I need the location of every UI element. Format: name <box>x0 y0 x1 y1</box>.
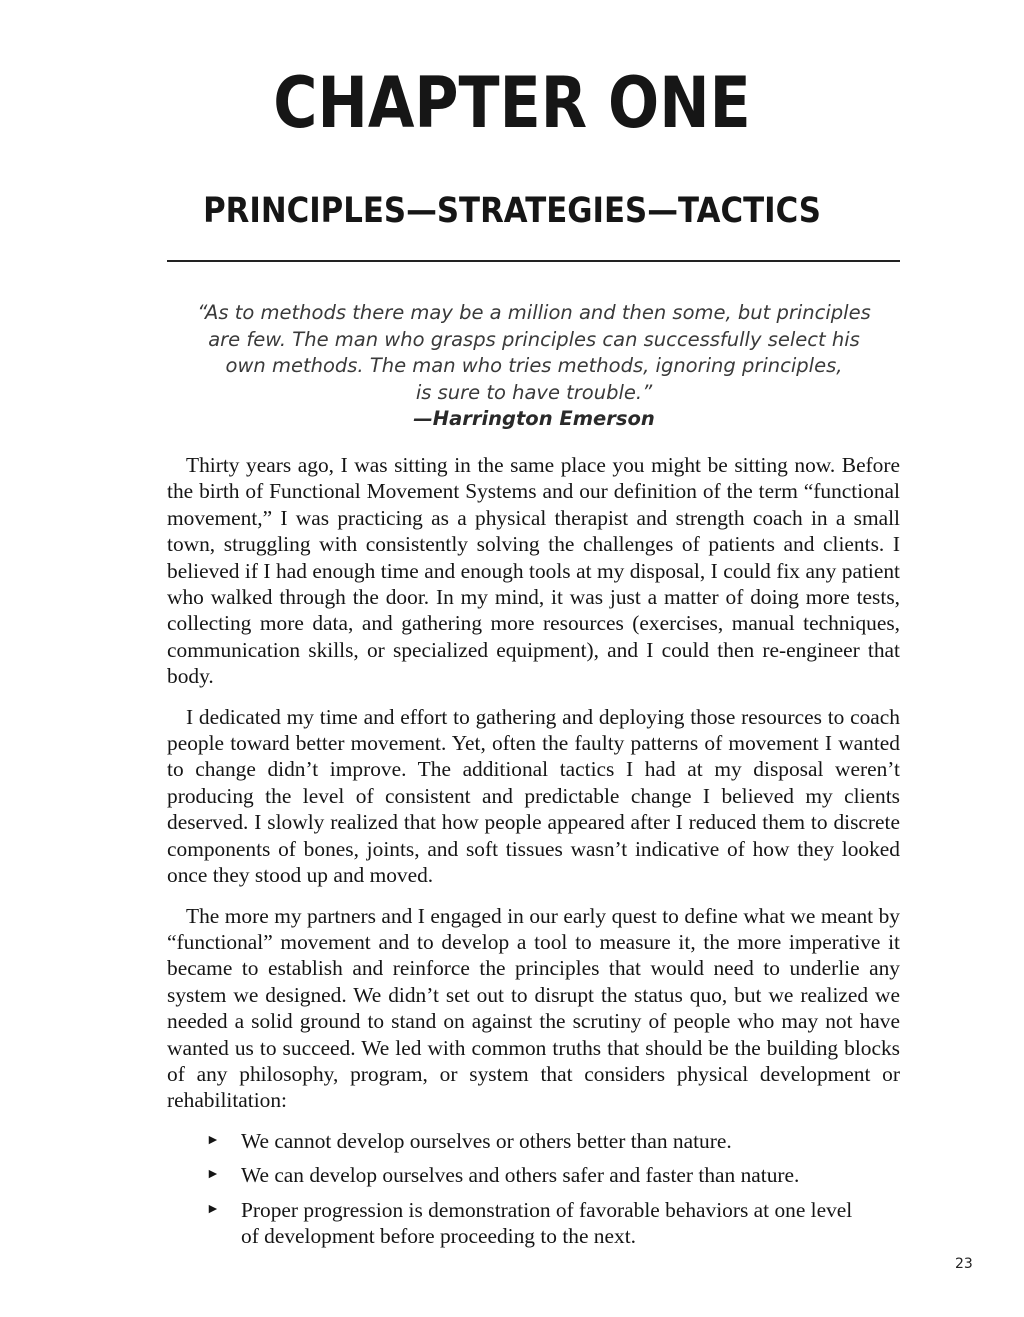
chapter-subtitle: PRINCIPLES—STRATEGIES—TACTICS <box>203 191 821 231</box>
triangle-right-icon: ► <box>206 1201 220 1217</box>
list-item-text: Proper progression is demonstration of favorable behaviors at one level of development before proceeding to the next. <box>241 1197 853 1248</box>
list-item <box>167 1128 900 1154</box>
chapter-title: CHAPTER ONE <box>273 62 751 144</box>
body-text <box>167 452 900 1257</box>
list-item-text: We cannot develop ourselves or others better than nature. <box>241 1128 732 1153</box>
bullet-list <box>167 1128 900 1250</box>
epigraph-line: “As to methods there may be a million and then some, but principles <box>197 301 871 324</box>
epigraph-line: is sure to have trouble.” <box>415 380 653 404</box>
list-item-text: We can develop ourselves and others safer and faster than nature. <box>241 1163 800 1188</box>
title-divider <box>167 260 900 262</box>
triangle-right-icon: ► <box>206 1132 220 1148</box>
epigraph <box>150 300 918 433</box>
epigraph-line: own methods. The man who tries methods, ignoring principles, <box>225 354 843 377</box>
epigraph-attribution: —Harrington Emerson <box>413 407 655 430</box>
list-item <box>167 1197 900 1250</box>
body-paragraph: I dedicated my time and effort to gathering and deploying those resources to coach people toward better movement. Yet, often the faulty patterns of movement I wanted to change didn’t improve. The additional tactics I had at my disposal weren’t producing the level of consistent and predictable change I believed my clients deserved. I slowly realized that how people appeared after I reduced them to discrete components of bones, joints, and soft tissues wasn’t indicative of how they looked once they stood up and moved. <box>167 704 900 888</box>
triangle-right-icon: ► <box>206 1167 220 1183</box>
list-item <box>167 1162 900 1188</box>
page-number: 23 <box>955 1256 973 1272</box>
body-paragraph: The more my partners and I engaged in our early quest to define what we meant by “functional” movement and to develop a tool to measure it, the more imperative it became to establish and reinforce the principles that would need to underlie any system we designed. We didn’t set out to disrupt the status quo, but we realized we needed a solid ground to stand on against the scrutiny of people who may not have wanted us to succeed. We led with common truths that should be the building blocks of any philosophy, program, or system that considers physical development or rehabilitation: <box>167 903 900 1113</box>
epigraph-line: are few. The man who grasps principles can successfully select his <box>208 327 860 351</box>
body-paragraph: Thirty years ago, I was sitting in the same place you might be sitting now. Before the birth of Functional Movement Systems and our definition of the term “functional movement,” I was practicing as a physical therapist and strength coach in a small town, struggling with consistently solving the challenges of patients and clients. I believed if I had enough time and enough tools at my disposal, I could fix any patient who walked through the door. In my mind, it was just a matter of doing more tests, collecting more data, and gathering more resources (exercises, manual techniques, communication skills, or specialized equipment), and I could then re-engineer that body. <box>167 453 900 689</box>
